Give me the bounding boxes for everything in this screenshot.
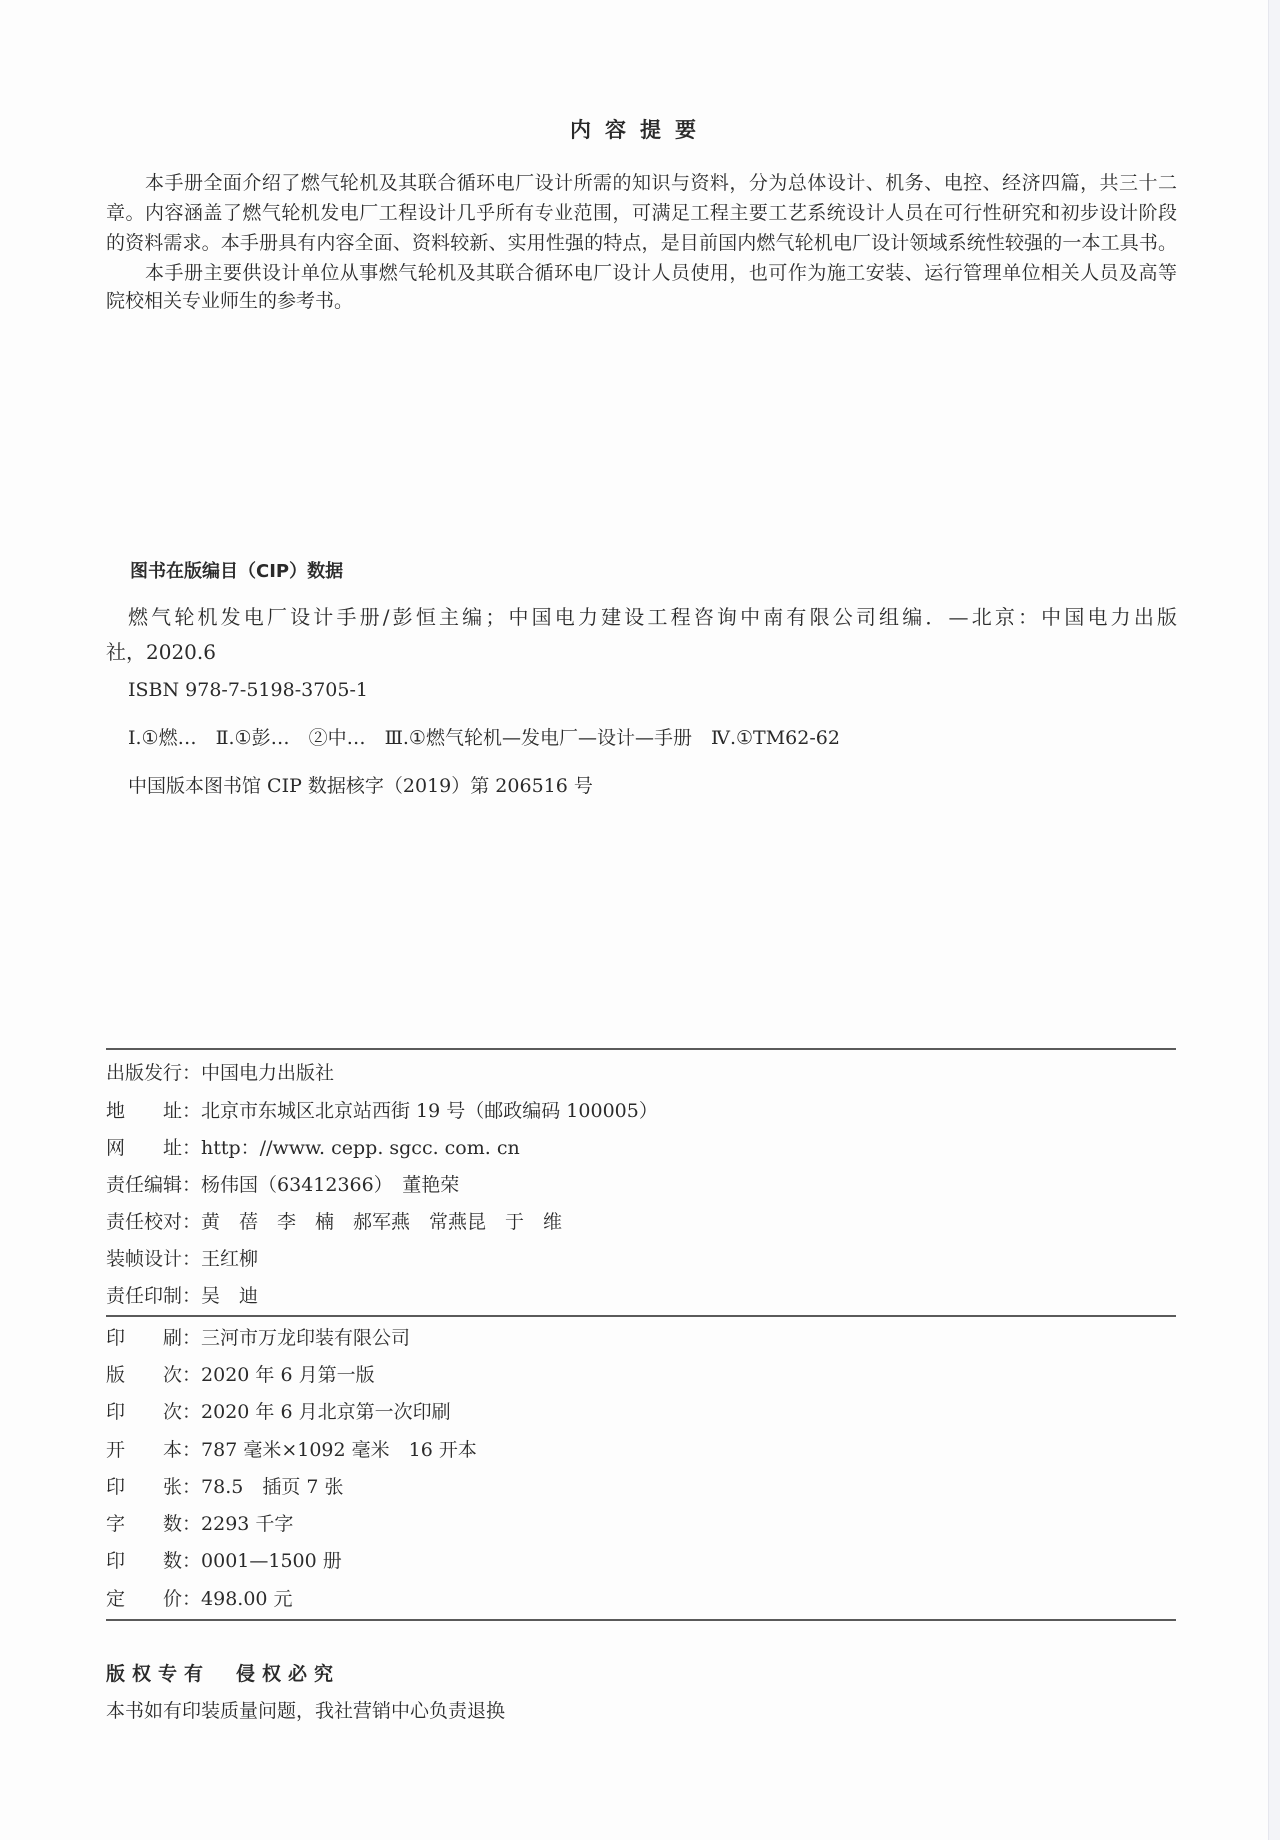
copyright-notice: 版权专有 侵权必究 <box>106 1663 341 1685</box>
publishing-row <box>106 1099 658 1123</box>
colon: ： <box>182 1476 202 1498</box>
field-value: 2020 年 6 月第一版 <box>201 1364 375 1386</box>
field-label: 印张 <box>106 1476 182 1498</box>
printing-row <box>106 1512 293 1536</box>
cip-title-line: 燃气轮机发电厂设计手册/彭恒主编；中国电力建设工程咨询中南有限公司组编．—北京：中国电力出版 <box>128 605 1177 629</box>
colon: ： <box>182 1513 202 1535</box>
colon: ： <box>182 1439 202 1461</box>
field-value: 2293 千字 <box>201 1513 294 1535</box>
cip-classification: Ⅰ.①燃… Ⅱ.①彭… ②中… Ⅲ.①燃气轮机—发电厂—设计—手册 Ⅳ.①TM62-62 <box>128 727 840 749</box>
colon: ： <box>182 1327 202 1349</box>
divider <box>106 1315 1176 1317</box>
colon: ： <box>182 1211 202 1233</box>
field-label: 地址 <box>106 1100 182 1122</box>
field-value: 498.00 元 <box>201 1588 293 1610</box>
field-label: 版次 <box>106 1364 182 1386</box>
colon: ： <box>182 1401 202 1423</box>
publishing-row <box>106 1136 520 1160</box>
field-label: 印刷 <box>106 1327 182 1349</box>
colon: ： <box>182 1137 202 1159</box>
field-value: 2020 年 6 月北京第一次印刷 <box>201 1401 451 1423</box>
field-value: 吴 迪 <box>201 1285 259 1307</box>
field-value: 三河市万龙印装有限公司 <box>201 1327 411 1349</box>
field-label: 责任印制 <box>106 1285 183 1307</box>
summary-line: 的资料需求。本手册具有内容全面、资料较新、实用性强的特点，是目前国内燃气轮机电厂设计领域系统性较强的一本工具书。 <box>106 232 1177 254</box>
field-label: 印数 <box>106 1550 182 1572</box>
field-label: 字数 <box>106 1513 182 1535</box>
cip-title-line-2: 社，2020.6 <box>106 640 216 664</box>
field-value: 黄 蓓 李 楠 郝军燕 常燕昆 于 维 <box>201 1211 563 1233</box>
field-label: 装帧设计 <box>106 1248 183 1270</box>
colon: ： <box>182 1364 202 1386</box>
printing-row <box>106 1475 344 1499</box>
field-label: 定价 <box>106 1588 182 1610</box>
field-value: 杨伟国（63412366） 董艳荣 <box>201 1174 460 1196</box>
field-label: 印次 <box>106 1401 182 1423</box>
publishing-row <box>106 1210 562 1234</box>
printing-row <box>106 1363 375 1387</box>
summary-title: 内容提要 <box>570 118 710 142</box>
divider <box>106 1619 1176 1621</box>
field-value: 中国电力出版社 <box>201 1062 335 1084</box>
field-value: 78.5 插页 7 张 <box>201 1476 344 1498</box>
publishing-row <box>106 1247 258 1271</box>
field-label: 出版发行 <box>106 1062 183 1084</box>
printing-row <box>106 1587 293 1611</box>
colon: ： <box>182 1174 202 1196</box>
field-value: 王红柳 <box>201 1248 259 1270</box>
cip-heading: 图书在版编目（CIP）数据 <box>130 561 344 582</box>
summary-line: 本手册主要供设计单位从事燃气轮机及其联合循环电厂设计人员使用，也可作为施工安装、运行管理单位相关人员及高等 <box>145 262 1177 284</box>
publishing-row <box>106 1284 258 1308</box>
field-value: http：//www. cepp. sgcc. com. cn <box>201 1137 520 1159</box>
colon: ： <box>182 1062 202 1084</box>
summary-line: 章。内容涵盖了燃气轮机发电厂工程设计几乎所有专业范围，可满足工程主要工艺系统设计人员在可行性研究和初步设计阶段 <box>106 202 1177 224</box>
summary-line: 本手册全面介绍了燃气轮机及其联合循环电厂设计所需的知识与资料，分为总体设计、机务、电控、经济四篇，共三十二 <box>145 172 1177 194</box>
cip-isbn: ISBN 978-7-5198-3705-1 <box>128 679 368 701</box>
summary-line: 院校相关专业师生的参考书。 <box>106 290 354 312</box>
field-label: 网址 <box>106 1137 182 1159</box>
printing-row <box>106 1438 477 1462</box>
printing-row <box>106 1326 410 1350</box>
field-value: 0001—1500 册 <box>201 1550 342 1572</box>
colon: ： <box>182 1248 202 1270</box>
divider <box>106 1048 1176 1050</box>
publishing-row <box>106 1173 459 1197</box>
colon: ： <box>182 1588 202 1610</box>
cip-approval: 中国版本图书馆 CIP 数据核字（2019）第 206516 号 <box>128 775 593 797</box>
colon: ： <box>182 1285 202 1307</box>
page-edge <box>1268 0 1280 1840</box>
publishing-row <box>106 1061 334 1085</box>
field-value: 787 毫米×1092 毫米 16 开本 <box>201 1439 477 1461</box>
copyright-note: 本书如有印装质量问题，我社营销中心负责退换 <box>106 1700 506 1722</box>
printing-row <box>106 1549 342 1573</box>
colon: ： <box>182 1100 202 1122</box>
field-label: 开本 <box>106 1439 182 1461</box>
field-label: 责任校对 <box>106 1211 183 1233</box>
colon: ： <box>182 1550 202 1572</box>
field-label: 责任编辑 <box>106 1174 183 1196</box>
field-value: 北京市东城区北京站西街 19 号（邮政编码 100005） <box>201 1100 658 1122</box>
printing-row <box>106 1400 451 1424</box>
